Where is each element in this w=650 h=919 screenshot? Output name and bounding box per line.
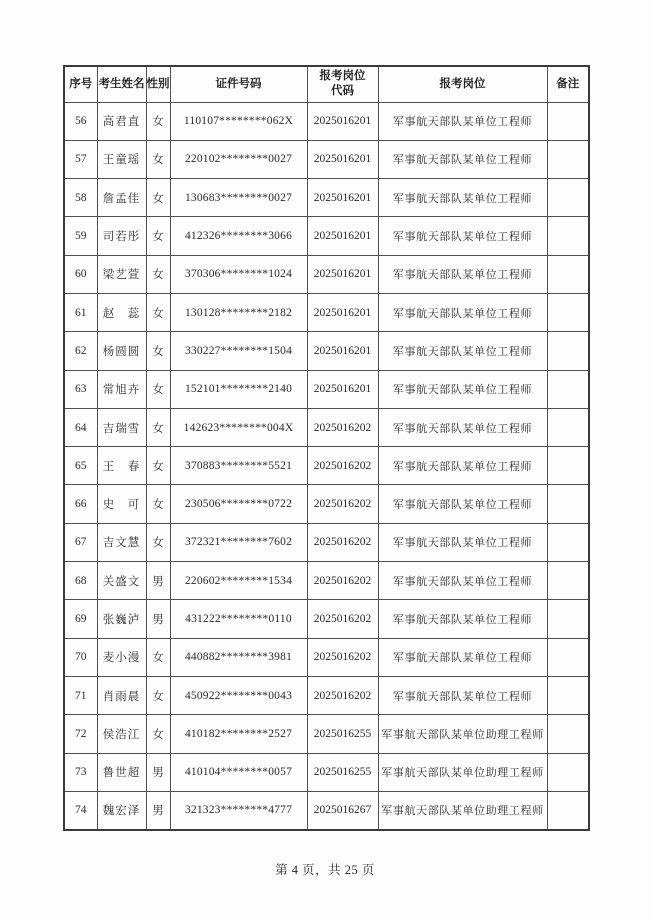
cell-gender: 女 bbox=[146, 676, 170, 714]
cell-remark bbox=[547, 562, 589, 600]
cell-remark bbox=[547, 179, 589, 217]
cell-gender: 女 bbox=[146, 523, 170, 561]
table-row bbox=[64, 332, 589, 370]
cell-position-code: 2025016255 bbox=[307, 753, 378, 791]
cell-position-code: 2025016201 bbox=[307, 332, 378, 370]
candidate-roster-table bbox=[63, 65, 590, 831]
table-row bbox=[64, 791, 589, 829]
header-position-code-line2: 代码 bbox=[331, 85, 354, 98]
cell-position: 军事航天部队某单位工程师 bbox=[378, 485, 547, 523]
cell-id-number: 370883********5521 bbox=[170, 447, 307, 485]
cell-id-number: 152101********2140 bbox=[170, 370, 307, 408]
cell-position: 军事航天部队某单位工程师 bbox=[378, 293, 547, 331]
cell-position: 军事航天部队某单位助理工程师 bbox=[378, 753, 547, 791]
cell-remark bbox=[547, 753, 589, 791]
cell-serial-number: 67 bbox=[64, 523, 97, 561]
cell-gender: 女 bbox=[146, 408, 170, 446]
cell-candidate-name: 杨圆圆 bbox=[97, 332, 146, 370]
table-row bbox=[64, 179, 589, 217]
cell-position-code: 2025016202 bbox=[307, 562, 378, 600]
cell-serial-number: 73 bbox=[64, 753, 97, 791]
cell-candidate-name: 史 可 bbox=[97, 485, 146, 523]
cell-id-number: 110107********062X bbox=[170, 102, 307, 140]
cell-position-code: 2025016255 bbox=[307, 715, 378, 753]
cell-position: 军事航天部队某单位工程师 bbox=[378, 217, 547, 255]
cell-id-number: 130128********2182 bbox=[170, 293, 307, 331]
cell-id-number: 130683********0027 bbox=[170, 179, 307, 217]
header-position: 报考岗位 bbox=[378, 66, 547, 102]
cell-remark bbox=[547, 255, 589, 293]
cell-remark bbox=[547, 600, 589, 638]
cell-remark bbox=[547, 715, 589, 753]
cell-gender: 女 bbox=[146, 102, 170, 140]
cell-serial-number: 70 bbox=[64, 638, 97, 676]
cell-position-code: 2025016202 bbox=[307, 600, 378, 638]
cell-position: 军事航天部队某单位工程师 bbox=[378, 638, 547, 676]
cell-position-code: 2025016202 bbox=[307, 408, 378, 446]
cell-id-number: 370306********1024 bbox=[170, 255, 307, 293]
cell-candidate-name: 赵 蕊 bbox=[97, 293, 146, 331]
cell-id-number: 230506********0722 bbox=[170, 485, 307, 523]
cell-position: 军事航天部队某单位工程师 bbox=[378, 102, 547, 140]
cell-id-number: 412326********3066 bbox=[170, 217, 307, 255]
cell-candidate-name: 麦小漫 bbox=[97, 638, 146, 676]
cell-remark bbox=[547, 485, 589, 523]
cell-candidate-name: 王童瑶 bbox=[97, 140, 146, 178]
cell-position-code: 2025016267 bbox=[307, 791, 378, 829]
cell-remark bbox=[547, 791, 589, 829]
cell-position: 军事航天部队某单位工程师 bbox=[378, 370, 547, 408]
cell-gender: 女 bbox=[146, 447, 170, 485]
cell-candidate-name: 常旭卉 bbox=[97, 370, 146, 408]
table-row bbox=[64, 102, 589, 140]
table-row bbox=[64, 523, 589, 561]
cell-position: 军事航天部队某单位工程师 bbox=[378, 447, 547, 485]
cell-gender: 男 bbox=[146, 753, 170, 791]
cell-remark bbox=[547, 102, 589, 140]
cell-remark bbox=[547, 676, 589, 714]
cell-remark bbox=[547, 447, 589, 485]
header-id-number: 证件号码 bbox=[170, 66, 307, 102]
cell-candidate-name: 张巍泸 bbox=[97, 600, 146, 638]
cell-serial-number: 68 bbox=[64, 562, 97, 600]
cell-id-number: 431222********0110 bbox=[170, 600, 307, 638]
cell-id-number: 372321********7602 bbox=[170, 523, 307, 561]
table-row bbox=[64, 447, 589, 485]
cell-remark bbox=[547, 370, 589, 408]
table-row bbox=[64, 370, 589, 408]
table-row bbox=[64, 562, 589, 600]
cell-gender: 女 bbox=[146, 293, 170, 331]
cell-serial-number: 61 bbox=[64, 293, 97, 331]
cell-position-code: 2025016202 bbox=[307, 638, 378, 676]
table-row bbox=[64, 485, 589, 523]
cell-serial-number: 63 bbox=[64, 370, 97, 408]
table-row bbox=[64, 255, 589, 293]
cell-candidate-name: 肖雨晨 bbox=[97, 676, 146, 714]
cell-gender: 女 bbox=[146, 179, 170, 217]
cell-remark bbox=[547, 293, 589, 331]
cell-candidate-name: 司若彤 bbox=[97, 217, 146, 255]
cell-gender: 女 bbox=[146, 140, 170, 178]
cell-position: 军事航天部队某单位工程师 bbox=[378, 140, 547, 178]
table-body bbox=[64, 102, 589, 830]
cell-position-code: 2025016202 bbox=[307, 447, 378, 485]
cell-id-number: 450922********0043 bbox=[170, 676, 307, 714]
cell-candidate-name: 梁艺萱 bbox=[97, 255, 146, 293]
cell-candidate-name: 詹孟佳 bbox=[97, 179, 146, 217]
cell-candidate-name: 鲁世超 bbox=[97, 753, 146, 791]
cell-gender: 女 bbox=[146, 217, 170, 255]
cell-candidate-name: 高君直 bbox=[97, 102, 146, 140]
cell-gender: 女 bbox=[146, 370, 170, 408]
cell-gender: 男 bbox=[146, 600, 170, 638]
cell-position: 军事航天部队某单位工程师 bbox=[378, 600, 547, 638]
header-row bbox=[64, 66, 589, 102]
cell-position: 军事航天部队某单位工程师 bbox=[378, 408, 547, 446]
cell-gender: 男 bbox=[146, 791, 170, 829]
cell-serial-number: 71 bbox=[64, 676, 97, 714]
cell-gender: 女 bbox=[146, 332, 170, 370]
cell-position: 军事航天部队某单位助理工程师 bbox=[378, 791, 547, 829]
cell-serial-number: 57 bbox=[64, 140, 97, 178]
table-row bbox=[64, 217, 589, 255]
cell-id-number: 330227********1504 bbox=[170, 332, 307, 370]
cell-serial-number: 58 bbox=[64, 179, 97, 217]
cell-candidate-name: 吉瑞雪 bbox=[97, 408, 146, 446]
cell-position-code: 2025016202 bbox=[307, 523, 378, 561]
cell-remark bbox=[547, 332, 589, 370]
header-position-code bbox=[307, 66, 378, 102]
cell-position: 军事航天部队某单位工程师 bbox=[378, 676, 547, 714]
cell-gender: 女 bbox=[146, 715, 170, 753]
cell-position: 军事航天部队某单位助理工程师 bbox=[378, 715, 547, 753]
cell-candidate-name: 王 春 bbox=[97, 447, 146, 485]
cell-position-code: 2025016201 bbox=[307, 293, 378, 331]
cell-serial-number: 74 bbox=[64, 791, 97, 829]
cell-id-number: 440882********3981 bbox=[170, 638, 307, 676]
cell-serial-number: 64 bbox=[64, 408, 97, 446]
cell-serial-number: 69 bbox=[64, 600, 97, 638]
table-row bbox=[64, 753, 589, 791]
table-row bbox=[64, 408, 589, 446]
cell-gender: 女 bbox=[146, 638, 170, 676]
header-remark: 备注 bbox=[547, 66, 589, 102]
cell-id-number: 142623********004X bbox=[170, 408, 307, 446]
cell-position: 军事航天部队某单位工程师 bbox=[378, 562, 547, 600]
cell-position-code: 2025016202 bbox=[307, 485, 378, 523]
cell-candidate-name: 吉文慧 bbox=[97, 523, 146, 561]
cell-remark bbox=[547, 523, 589, 561]
header-position-code-line1: 报考岗位 bbox=[319, 70, 366, 83]
cell-position-code: 2025016201 bbox=[307, 217, 378, 255]
table-row bbox=[64, 715, 589, 753]
cell-candidate-name: 侯浩江 bbox=[97, 715, 146, 753]
table-row bbox=[64, 676, 589, 714]
table-row bbox=[64, 293, 589, 331]
cell-candidate-name: 关盛文 bbox=[97, 562, 146, 600]
cell-gender: 女 bbox=[146, 255, 170, 293]
cell-remark bbox=[547, 638, 589, 676]
cell-position: 军事航天部队某单位工程师 bbox=[378, 255, 547, 293]
table-row bbox=[64, 140, 589, 178]
header-serial-number: 序号 bbox=[64, 66, 97, 102]
cell-serial-number: 56 bbox=[64, 102, 97, 140]
cell-serial-number: 62 bbox=[64, 332, 97, 370]
cell-serial-number: 66 bbox=[64, 485, 97, 523]
cell-gender: 男 bbox=[146, 562, 170, 600]
cell-position-code: 2025016201 bbox=[307, 179, 378, 217]
header-candidate-name: 考生姓名 bbox=[97, 66, 146, 102]
cell-position-code: 2025016201 bbox=[307, 255, 378, 293]
cell-position: 军事航天部队某单位工程师 bbox=[378, 332, 547, 370]
cell-position-code: 2025016201 bbox=[307, 102, 378, 140]
cell-serial-number: 60 bbox=[64, 255, 97, 293]
cell-position: 军事航天部队某单位工程师 bbox=[378, 179, 547, 217]
cell-position-code: 2025016201 bbox=[307, 140, 378, 178]
cell-id-number: 220602********1534 bbox=[170, 562, 307, 600]
cell-id-number: 220102********0027 bbox=[170, 140, 307, 178]
table-row bbox=[64, 638, 589, 676]
cell-position: 军事航天部队某单位工程师 bbox=[378, 523, 547, 561]
page-number-footer: 第 4 页，共 25 页 bbox=[275, 863, 375, 877]
table-row bbox=[64, 600, 589, 638]
table-header bbox=[64, 66, 589, 102]
cell-id-number: 410182********2527 bbox=[170, 715, 307, 753]
header-gender: 性别 bbox=[146, 66, 170, 102]
cell-position-code: 2025016202 bbox=[307, 676, 378, 714]
cell-serial-number: 72 bbox=[64, 715, 97, 753]
cell-id-number: 410104********0057 bbox=[170, 753, 307, 791]
cell-id-number: 321323********4777 bbox=[170, 791, 307, 829]
cell-remark bbox=[547, 408, 589, 446]
cell-serial-number: 59 bbox=[64, 217, 97, 255]
cell-remark bbox=[547, 140, 589, 178]
cell-gender: 女 bbox=[146, 485, 170, 523]
cell-remark bbox=[547, 217, 589, 255]
cell-serial-number: 65 bbox=[64, 447, 97, 485]
cell-position-code: 2025016201 bbox=[307, 370, 378, 408]
cell-candidate-name: 魏宏泽 bbox=[97, 791, 146, 829]
